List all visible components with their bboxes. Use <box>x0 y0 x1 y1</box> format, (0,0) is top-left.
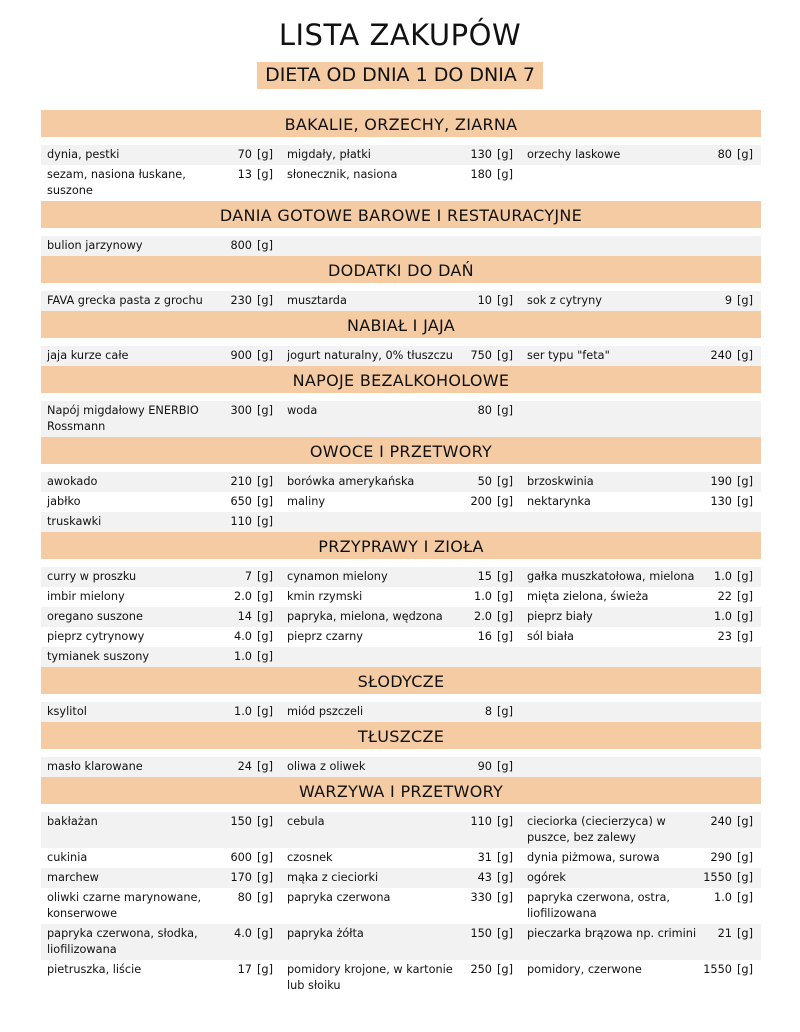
item-name: brzoskwinia <box>527 475 594 488</box>
item-amount: 210 <box>230 475 252 488</box>
item-name: FAVA grecka pasta z grochu <box>47 294 203 307</box>
item-name: cebula <box>287 815 325 828</box>
item-name: papryka czerwona <box>287 891 391 904</box>
list-item <box>281 607 521 627</box>
item-unit: [g] <box>257 851 273 864</box>
list-item <box>521 888 761 924</box>
item-amount: 130 <box>710 495 732 508</box>
category-header: DANIA GOTOWE BAROWE I RESTAURACYJNE <box>41 201 761 228</box>
item-amount: 4.0 <box>234 927 252 940</box>
list-row <box>41 757 761 777</box>
item-amount: 10 <box>477 294 492 307</box>
item-unit: [g] <box>257 495 273 508</box>
item-name: słonecznik, nasiona <box>287 168 398 181</box>
list-item <box>521 291 761 311</box>
item-unit: [g] <box>497 851 513 864</box>
item-unit: [g] <box>257 475 273 488</box>
category-items <box>41 236 761 256</box>
item-name: papryka żółta <box>287 927 364 940</box>
list-item <box>521 346 761 366</box>
list-row <box>41 702 761 722</box>
item-unit: [g] <box>737 927 753 940</box>
item-name: jabłko <box>47 495 81 508</box>
list-item <box>281 145 521 165</box>
list-item <box>41 757 281 777</box>
item-unit: [g] <box>737 630 753 643</box>
category-items <box>41 812 761 996</box>
item-name: Napój migdałowy ENERBIO Rossmann <box>47 404 199 433</box>
item-unit: [g] <box>497 294 513 307</box>
item-name: jogurt naturalny, 0% tłuszczu <box>287 349 453 362</box>
list-item <box>41 812 281 848</box>
list-item <box>41 492 281 512</box>
page-title: LISTA ZAKUPÓW <box>278 18 522 52</box>
item-unit: [g] <box>497 168 513 181</box>
item-unit: [g] <box>257 963 273 976</box>
item-amount: 190 <box>710 475 732 488</box>
item-unit: [g] <box>257 570 273 583</box>
item-name: migdały, płatki <box>287 148 371 161</box>
item-amount: 21 <box>717 927 732 940</box>
item-name: sezam, nasiona łuskane, suszone <box>47 168 186 197</box>
category-section <box>41 532 761 667</box>
list-item <box>41 924 281 960</box>
item-name: cukinia <box>47 851 88 864</box>
item-name: masło klarowane <box>47 760 143 773</box>
item-unit: [g] <box>497 148 513 161</box>
list-row <box>41 924 761 960</box>
item-amount: 50 <box>477 475 492 488</box>
item-amount: 750 <box>470 349 492 362</box>
category-section <box>41 366 761 437</box>
list-row <box>41 236 761 256</box>
item-amount: 1.0 <box>714 610 732 623</box>
category-section <box>41 437 761 532</box>
item-name: papryka, mielona, wędzona <box>287 610 443 623</box>
category-items <box>41 567 761 667</box>
list-item <box>41 145 281 165</box>
item-name: pieprz biały <box>527 610 593 623</box>
item-unit: [g] <box>737 963 753 976</box>
shopping-list <box>41 110 761 996</box>
list-row <box>41 567 761 587</box>
item-amount: 8 <box>484 705 492 718</box>
list-item <box>521 627 761 647</box>
item-name: papryka czerwona, słodka, liofilizowana <box>47 927 198 956</box>
item-name: gałka muszkatołowa, mielona <box>527 570 695 583</box>
item-amount: 15 <box>477 570 492 583</box>
item-name: papryka czerwona, ostra, liofilizowana <box>527 891 670 920</box>
empty-cell <box>521 236 761 256</box>
list-item <box>281 165 521 201</box>
page-subtitle: DIETA OD DNIA 1 DO DNIA 7 <box>257 62 543 89</box>
item-amount: 600 <box>230 851 252 864</box>
item-amount: 230 <box>230 294 252 307</box>
item-unit: [g] <box>257 148 273 161</box>
list-item <box>521 924 761 960</box>
list-item <box>521 812 761 848</box>
list-item <box>521 567 761 587</box>
item-unit: [g] <box>257 871 273 884</box>
item-unit: [g] <box>737 294 753 307</box>
item-amount: 2.0 <box>234 590 252 603</box>
item-amount: 1.0 <box>474 590 492 603</box>
item-unit: [g] <box>737 851 753 864</box>
item-name: tymianek suszony <box>47 650 150 663</box>
list-item <box>281 346 521 366</box>
item-name: sól biała <box>527 630 574 643</box>
item-amount: 170 <box>230 871 252 884</box>
list-item <box>281 291 521 311</box>
item-amount: 110 <box>470 815 492 828</box>
item-unit: [g] <box>737 891 753 904</box>
item-name: jaja kurze całe <box>47 349 129 362</box>
list-row <box>41 812 761 848</box>
item-name: dynia, pestki <box>47 148 120 161</box>
item-amount: 31 <box>477 851 492 864</box>
item-amount: 250 <box>470 963 492 976</box>
list-item <box>521 145 761 165</box>
item-amount: 1.0 <box>234 650 252 663</box>
item-unit: [g] <box>257 610 273 623</box>
category-header: NAPOJE BEZALKOHOLOWE <box>41 366 761 393</box>
list-item <box>521 848 761 868</box>
category-items <box>41 401 761 437</box>
item-unit: [g] <box>737 610 753 623</box>
item-amount: 240 <box>710 815 732 828</box>
list-item <box>281 960 521 996</box>
item-name: cynamon mielony <box>287 570 388 583</box>
item-name: musztarda <box>287 294 347 307</box>
empty-cell <box>521 401 761 437</box>
category-items <box>41 346 761 366</box>
item-amount: 800 <box>230 239 252 252</box>
list-item <box>41 401 281 437</box>
list-item <box>281 888 521 924</box>
empty-cell <box>521 757 761 777</box>
list-item <box>281 848 521 868</box>
item-name: orzechy laskowe <box>527 148 621 161</box>
empty-cell <box>281 647 521 667</box>
item-amount: 1.0 <box>714 891 732 904</box>
item-unit: [g] <box>497 610 513 623</box>
item-amount: 1550 <box>703 871 732 884</box>
item-amount: 4.0 <box>234 630 252 643</box>
item-unit: [g] <box>257 927 273 940</box>
item-name: ser typu "feta" <box>527 349 610 362</box>
list-item <box>281 812 521 848</box>
item-unit: [g] <box>497 349 513 362</box>
item-unit: [g] <box>497 475 513 488</box>
list-item <box>41 291 281 311</box>
category-header: BAKALIE, ORZECHY, ZIARNA <box>41 110 761 137</box>
item-amount: 43 <box>477 871 492 884</box>
list-item <box>281 924 521 960</box>
item-amount: 9 <box>724 294 732 307</box>
list-item <box>281 757 521 777</box>
list-item <box>41 647 281 667</box>
list-row <box>41 401 761 437</box>
item-unit: [g] <box>497 404 513 417</box>
item-name: maliny <box>287 495 326 508</box>
list-item <box>281 492 521 512</box>
item-name: oregano suszone <box>47 610 143 623</box>
item-unit: [g] <box>257 168 273 181</box>
item-name: pomidory, czerwone <box>527 963 642 976</box>
list-item <box>41 848 281 868</box>
item-amount: 90 <box>477 760 492 773</box>
item-amount: 150 <box>470 927 492 940</box>
list-item <box>521 472 761 492</box>
list-item <box>41 888 281 924</box>
item-amount: 14 <box>237 610 252 623</box>
item-unit: [g] <box>737 590 753 603</box>
item-amount: 17 <box>237 963 252 976</box>
list-row <box>41 346 761 366</box>
item-unit: [g] <box>737 871 753 884</box>
item-name: nektarynka <box>527 495 591 508</box>
list-item <box>41 868 281 888</box>
item-name: pietruszka, liście <box>47 963 142 976</box>
item-name: pomidory krojone, w kartonie lub słoiku <box>287 963 453 992</box>
category-items <box>41 472 761 532</box>
item-name: curry w proszku <box>47 570 137 583</box>
list-row <box>41 512 761 532</box>
list-item <box>41 472 281 492</box>
empty-cell <box>281 236 521 256</box>
category-items <box>41 757 761 777</box>
list-row <box>41 627 761 647</box>
list-item <box>41 587 281 607</box>
item-unit: [g] <box>497 705 513 718</box>
item-amount: 23 <box>717 630 732 643</box>
item-unit: [g] <box>257 349 273 362</box>
category-section <box>41 722 761 777</box>
item-unit: [g] <box>497 570 513 583</box>
list-item <box>41 607 281 627</box>
item-name: marchew <box>47 871 99 884</box>
list-item <box>41 627 281 647</box>
item-unit: [g] <box>257 239 273 252</box>
item-amount: 200 <box>470 495 492 508</box>
category-section <box>41 311 761 366</box>
list-row <box>41 647 761 667</box>
item-amount: 80 <box>477 404 492 417</box>
item-amount: 150 <box>230 815 252 828</box>
item-amount: 650 <box>230 495 252 508</box>
category-section <box>41 110 761 201</box>
category-header: NABIAŁ I JAJA <box>41 311 761 338</box>
item-name: imbir mielony <box>47 590 125 603</box>
category-header: WARZYWA I PRZETWORY <box>41 777 761 804</box>
list-item <box>281 401 521 437</box>
list-row <box>41 165 761 201</box>
category-header: DODATKI DO DAŃ <box>41 256 761 283</box>
item-amount: 70 <box>237 148 252 161</box>
item-name: miód pszczeli <box>287 705 364 718</box>
item-unit: [g] <box>497 891 513 904</box>
list-item <box>41 567 281 587</box>
list-row <box>41 848 761 868</box>
item-unit: [g] <box>497 963 513 976</box>
item-unit: [g] <box>737 495 753 508</box>
list-item <box>41 960 281 996</box>
list-item <box>41 236 281 256</box>
item-amount: 80 <box>717 148 732 161</box>
list-row <box>41 960 761 996</box>
item-amount: 13 <box>237 168 252 181</box>
item-amount: 290 <box>710 851 732 864</box>
item-unit: [g] <box>257 630 273 643</box>
category-items <box>41 291 761 311</box>
list-item <box>521 587 761 607</box>
item-name: awokado <box>47 475 98 488</box>
item-amount: 24 <box>237 760 252 773</box>
item-amount: 16 <box>477 630 492 643</box>
item-name: ksylitol <box>47 705 87 718</box>
list-row <box>41 145 761 165</box>
list-row <box>41 607 761 627</box>
list-item <box>281 587 521 607</box>
item-name: bulion jarzynowy <box>47 239 143 252</box>
item-name: pieczarka brązowa np. crimini <box>527 927 697 940</box>
category-header: PRZYPRAWY I ZIOŁA <box>41 532 761 559</box>
list-item <box>41 346 281 366</box>
item-unit: [g] <box>257 650 273 663</box>
item-name: borówka amerykańska <box>287 475 415 488</box>
item-name: pieprz cytrynowy <box>47 630 145 643</box>
list-row <box>41 291 761 311</box>
item-unit: [g] <box>257 760 273 773</box>
category-section <box>41 201 761 256</box>
item-unit: [g] <box>257 815 273 828</box>
empty-cell <box>521 165 761 201</box>
item-unit: [g] <box>257 590 273 603</box>
empty-cell <box>521 512 761 532</box>
item-name: mięta zielona, świeża <box>527 590 649 603</box>
empty-cell <box>521 702 761 722</box>
category-section <box>41 777 761 996</box>
item-amount: 22 <box>717 590 732 603</box>
item-amount: 110 <box>230 515 252 528</box>
list-item <box>281 627 521 647</box>
empty-cell <box>521 647 761 667</box>
item-name: mąka z cieciorki <box>287 871 379 884</box>
item-unit: [g] <box>257 294 273 307</box>
list-row <box>41 888 761 924</box>
item-unit: [g] <box>497 927 513 940</box>
item-amount: 300 <box>230 404 252 417</box>
item-unit: [g] <box>737 570 753 583</box>
item-unit: [g] <box>257 404 273 417</box>
category-section <box>41 667 761 722</box>
item-unit: [g] <box>737 815 753 828</box>
list-item <box>281 868 521 888</box>
list-item <box>41 702 281 722</box>
item-amount: 80 <box>237 891 252 904</box>
item-amount: 180 <box>470 168 492 181</box>
list-item <box>281 472 521 492</box>
item-name: bakłażan <box>47 815 98 828</box>
list-row <box>41 587 761 607</box>
item-name: dynia piżmowa, surowa <box>527 851 660 864</box>
subtitle-wrap <box>0 62 800 89</box>
item-amount: 1.0 <box>234 705 252 718</box>
item-name: czosnek <box>287 851 333 864</box>
item-unit: [g] <box>257 891 273 904</box>
list-row <box>41 868 761 888</box>
item-unit: [g] <box>737 148 753 161</box>
item-amount: 130 <box>470 148 492 161</box>
item-name: cieciorka (ciecierzyca) w puszce, bez zalewy <box>527 815 666 844</box>
list-item <box>521 607 761 627</box>
item-name: sok z cytryny <box>527 294 602 307</box>
item-unit: [g] <box>737 475 753 488</box>
item-unit: [g] <box>257 705 273 718</box>
empty-cell <box>281 512 521 532</box>
list-item <box>521 960 761 996</box>
item-amount: 900 <box>230 349 252 362</box>
list-item <box>521 492 761 512</box>
item-unit: [g] <box>737 349 753 362</box>
item-name: truskawki <box>47 515 102 528</box>
category-items <box>41 145 761 201</box>
list-item <box>41 512 281 532</box>
item-unit: [g] <box>497 630 513 643</box>
item-amount: 7 <box>244 570 252 583</box>
item-amount: 2.0 <box>474 610 492 623</box>
item-name: oliwki czarne marynowane, konserwowe <box>47 891 202 920</box>
item-amount: 1.0 <box>714 570 732 583</box>
item-amount: 1550 <box>703 963 732 976</box>
item-unit: [g] <box>257 515 273 528</box>
category-section <box>41 256 761 311</box>
item-name: kmin rzymski <box>287 590 363 603</box>
item-unit: [g] <box>497 871 513 884</box>
item-unit: [g] <box>497 495 513 508</box>
item-name: pieprz czarny <box>287 630 363 643</box>
item-amount: 330 <box>470 891 492 904</box>
item-name: ogórek <box>527 871 566 884</box>
category-header: OWOCE I PRZETWORY <box>41 437 761 464</box>
list-item <box>281 567 521 587</box>
list-item <box>41 165 281 201</box>
category-header: TŁUSZCZE <box>41 722 761 749</box>
list-row <box>41 492 761 512</box>
list-row <box>41 472 761 492</box>
list-item <box>281 702 521 722</box>
item-unit: [g] <box>497 590 513 603</box>
category-header: SŁODYCZE <box>41 667 761 694</box>
item-amount: 240 <box>710 349 732 362</box>
item-unit: [g] <box>497 760 513 773</box>
list-item <box>521 868 761 888</box>
item-name: woda <box>287 404 318 417</box>
item-name: oliwa z oliwek <box>287 760 366 773</box>
category-items <box>41 702 761 722</box>
item-unit: [g] <box>497 815 513 828</box>
